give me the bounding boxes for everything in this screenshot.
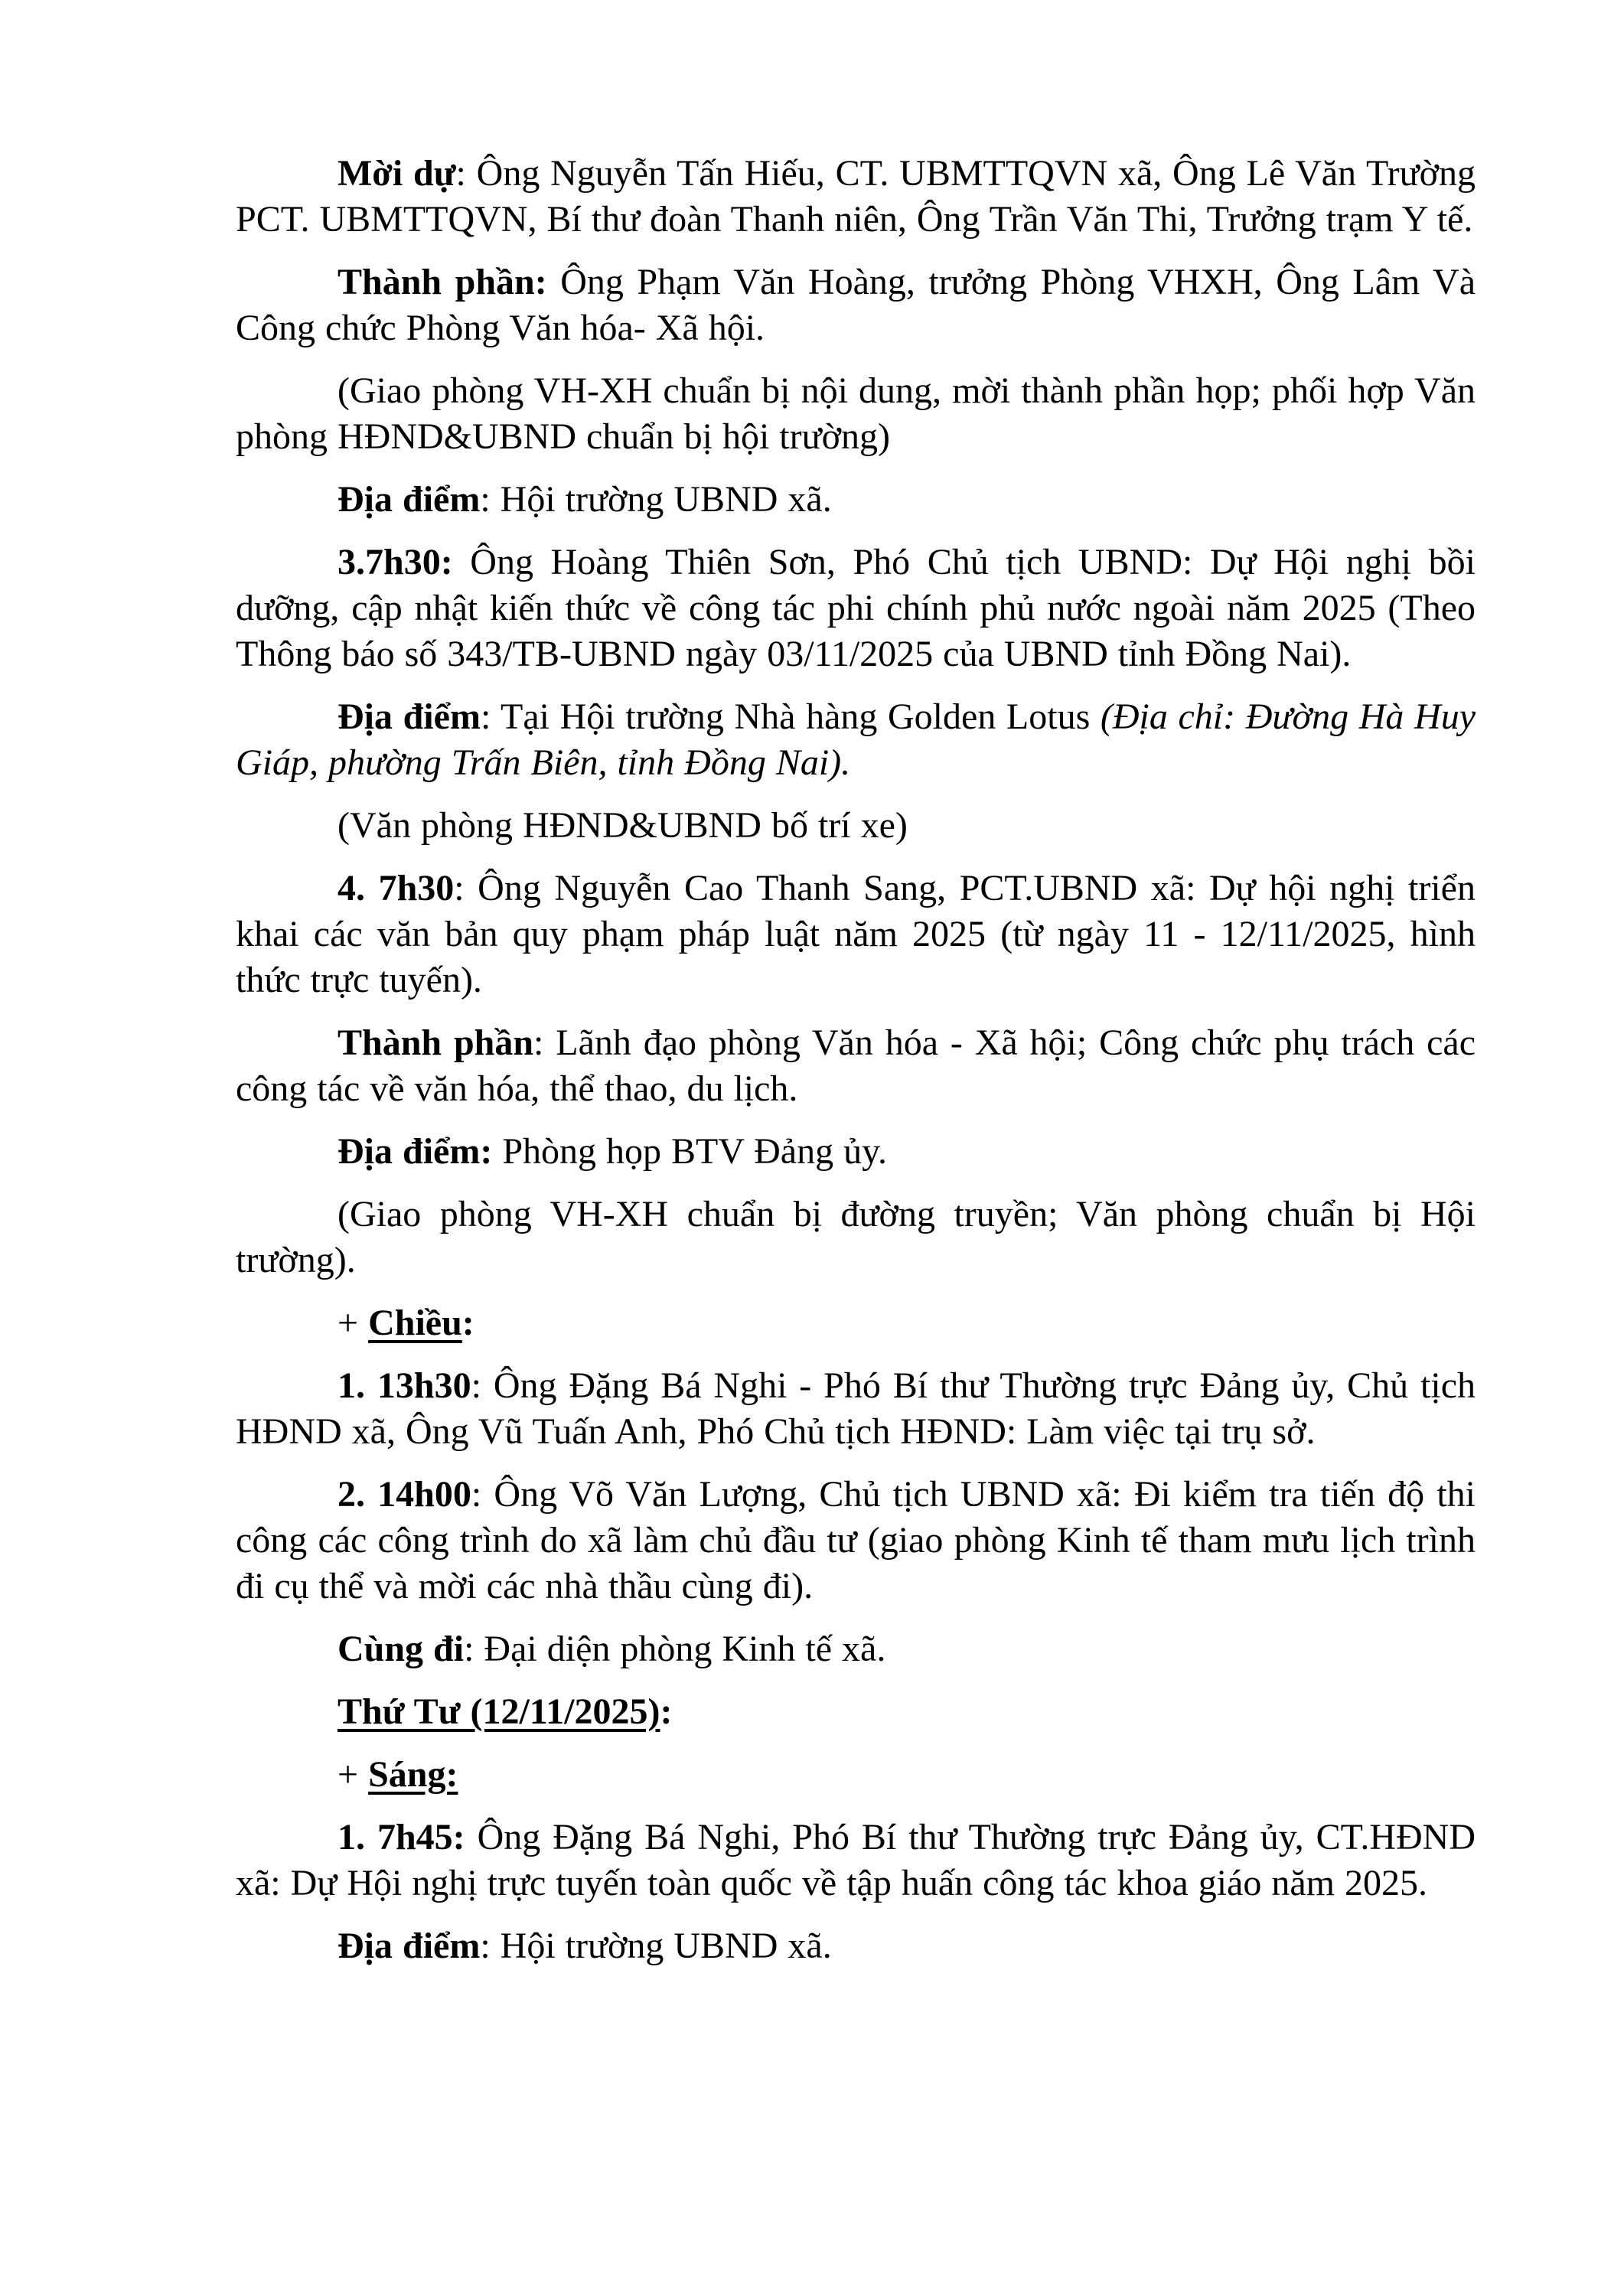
text-run: : Hội trường UBND xã.: [480, 1926, 832, 1966]
text-run: Phòng họp BTV Đảng ủy.: [492, 1131, 887, 1172]
text-run: : Ông Nguyễn Tấn Hiếu, CT. UBMTTQVN xã, Ông Lê Văn Trường PCT. UBMTTQVN, Bí thư đoàn Thanh niên, Ông Trần Văn Thi, Trưởng trạm Y tế.: [236, 153, 1476, 240]
document-body: [236, 151, 1476, 1986]
text-run: : Đại diện phòng Kinh tế xã.: [464, 1629, 886, 1669]
text-run: Thành phần: [338, 1022, 534, 1063]
text-run: Thành phần:: [338, 262, 547, 302]
text-run: : Hội trường UBND xã.: [480, 479, 832, 520]
text-run: +: [338, 1303, 369, 1343]
text-run: :: [660, 1691, 673, 1732]
paragraph-note-preparation-2: [236, 1192, 1476, 1283]
paragraph-heading-morning: [236, 1752, 1476, 1798]
paragraph-item-1-13h30: [236, 1363, 1476, 1455]
paragraph-item-4-7h30: [236, 866, 1476, 1003]
paragraph-heading-afternoon: [236, 1300, 1476, 1346]
paragraph-note-transport: [236, 803, 1476, 849]
paragraph-location-2: [236, 694, 1476, 786]
paragraph-location-4: [236, 1923, 1476, 1969]
text-run: Thứ Tư (12/11/2025): [338, 1691, 660, 1732]
text-run: Ông Phạm Văn Hoàng, trưởng Phòng VHXH, Ông Lâm Và Công chức Phòng Văn hóa- Xã hội.: [236, 262, 1476, 348]
paragraph-participants-1: [236, 259, 1476, 351]
text-run: 1. 13h30: [338, 1365, 471, 1406]
text-run: (Giao phòng VH-XH chuẩn bị nội dung, mời thành phần họp; phối hợp Văn phòng HĐND&UBND chuẩn bị hội trường): [236, 370, 1476, 457]
paragraph-item-2-14h00: [236, 1472, 1476, 1609]
paragraph-invitees: [236, 151, 1476, 243]
paragraph-item-1-7h45: [236, 1815, 1476, 1906]
text-run: : Tại Hội trường Nhà hàng Golden Lotus: [480, 696, 1101, 737]
text-run: (Giao phòng VH-XH chuẩn bị đường truyền; Văn phòng chuẩn bị Hội trường).: [236, 1194, 1476, 1280]
text-run: : Ông Nguyễn Cao Thanh Sang, PCT.UBND xã: Dự hội nghị triển khai các văn bản quy phạm pháp luật năm 2025 (từ ngày 11 - 12/11/2025, hình thức trực tuyến).: [236, 868, 1476, 1000]
text-run: Mời dự: [338, 153, 456, 194]
paragraph-accompanying: [236, 1626, 1476, 1672]
text-run: Chiều: [368, 1303, 462, 1343]
paragraph-participants-2: [236, 1020, 1476, 1112]
text-run: 3.7h30:: [338, 542, 453, 582]
text-run: : Ông Đặng Bá Nghi - Phó Bí thư Thường trực Đảng ủy, Chủ tịch HĐND xã, Ông Vũ Tuấn Anh, Phó Chủ tịch HĐND: Làm việc tại trụ sở.: [236, 1365, 1476, 1452]
paragraph-location-3: [236, 1129, 1476, 1175]
text-run: :: [461, 1303, 474, 1343]
text-run: : Lãnh đạo phòng Văn hóa - Xã hội; Công chức phụ trách các công tác về văn hóa, thể thao, du lịch.: [236, 1022, 1476, 1109]
text-run: (Văn phòng HĐND&UBND bố trí xe): [338, 805, 908, 846]
text-run: 1. 7h45:: [338, 1817, 465, 1857]
paragraph-location-1: [236, 477, 1476, 523]
text-run: Địa điểm: [338, 1926, 481, 1966]
text-run: Ông Đặng Bá Nghi, Phó Bí thư Thường trực Đảng ủy, CT.HĐND xã: Dự Hội nghị trực tuyến toàn quốc về tập huấn công tác khoa giáo năm 2025.: [236, 1817, 1476, 1903]
paragraph-item-3-7h30: [236, 540, 1476, 677]
text-run: Địa điểm: [338, 696, 481, 737]
text-run: (Địa chỉ: Đường Hà Huy Giáp, phường Trấn Biên, tỉnh Đồng Nai).: [236, 696, 1476, 783]
text-run: Địa điểm: [338, 479, 481, 520]
text-run: 2. 14h00: [338, 1474, 471, 1515]
text-run: : Ông Võ Văn Lượng, Chủ tịch UBND xã: Đi kiểm tra tiến độ thi công các công trình do xã làm chủ đầu tư (giao phòng Kinh tế tham mưu lịch trình đi cụ thể và mời các nhà thầu cùng đi).: [236, 1474, 1476, 1606]
paragraph-heading-wednesday: [236, 1689, 1476, 1735]
text-run: 4. 7h30: [338, 868, 455, 908]
text-run: Sáng:: [368, 1754, 458, 1795]
text-run: Ông Hoàng Thiên Sơn, Phó Chủ tịch UBND: Dự Hội nghị bồi dưỡng, cập nhật kiến thức về công tác phi chính phủ nước ngoài năm 2025 (Theo Thông báo số 343/TB-UBND ngày 03/11/2025 của UBND tỉnh Đồng Nai).: [236, 542, 1476, 674]
text-run: Cùng đi: [338, 1629, 465, 1669]
text-run: Địa điểm:: [338, 1131, 493, 1172]
paragraph-note-preparation-1: [236, 368, 1476, 460]
text-run: +: [338, 1754, 369, 1795]
